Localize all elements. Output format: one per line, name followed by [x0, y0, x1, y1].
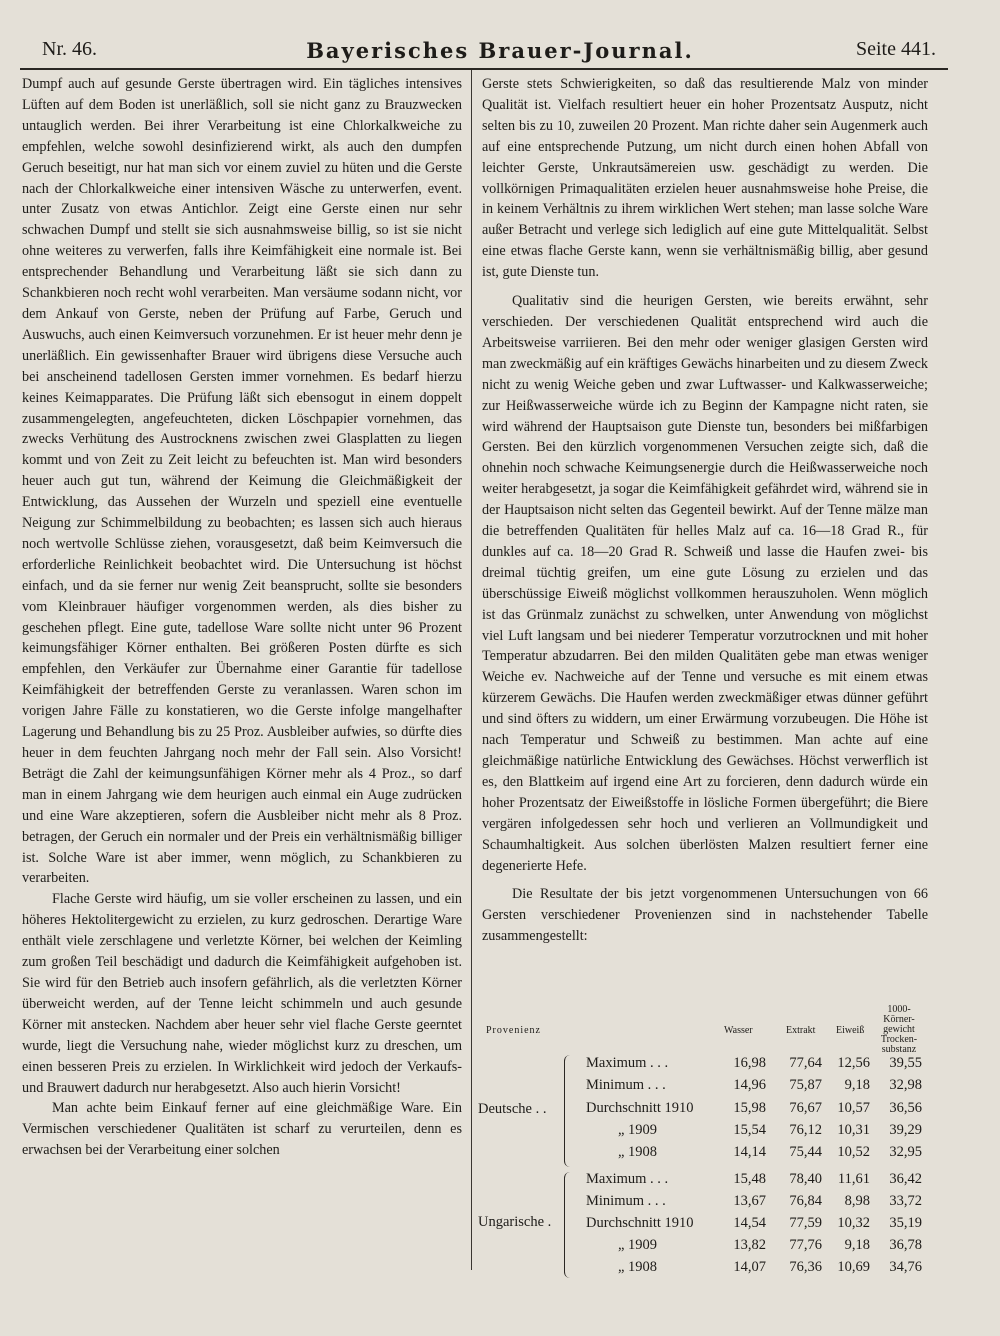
row-label: Minimum . . .	[586, 1077, 666, 1093]
cell-eiweiss: 10,57	[837, 1100, 870, 1116]
cell-korngewicht: 33,72	[889, 1193, 922, 1209]
cell-extrakt: 77,64	[789, 1055, 822, 1071]
table-caption: Die Resultate der bis jetzt vorgenommenen Untersuchungen von 66 Gersten verschiedener Provenienzen sind in nachstehender Tabelle zusammengestellt:	[482, 886, 928, 945]
header-korn-line: gewicht	[883, 1024, 915, 1035]
cell-eiweiss: 12,56	[837, 1055, 870, 1071]
table-row	[478, 1171, 930, 1193]
cell-extrakt: 76,36	[789, 1259, 822, 1275]
cell-extrakt: 77,76	[789, 1237, 822, 1253]
header-korn-line: substanz	[881, 1044, 917, 1055]
header-korn-line: 1000-	[887, 1004, 911, 1015]
cell-extrakt: 76,12	[789, 1122, 822, 1138]
cell-korngewicht: 36,78	[889, 1237, 922, 1253]
cell-eiweiss: 11,61	[837, 1171, 870, 1187]
cell-eiweiss: 10,31	[837, 1122, 870, 1138]
table-row	[478, 1259, 930, 1281]
table-row	[478, 1122, 930, 1144]
header-rule	[20, 68, 948, 70]
cell-korngewicht: 36,56	[889, 1100, 922, 1116]
paragraph: Gerste stets Schwierigkeiten, so daß das resultierende Malz von minder Qualität ist. Vielfach resultiert heuer ein hoher Prozentsatz Ausputz, nicht selten bis zu 10, zuweilen 20 Prozent. Man richte daher sein Augenmerk auch auf eine entsprechende Putzung, um nicht durch einen hohen Abfall von leichter Gerste, Unkrautsämereien usw. geschädigt zu werden. Die vollkörnigen Primaqualitäten erzielen heuer ausnahmsweise hohe Preise, die in keinem Verhältnis zu ihrem wirklichen Wert stehen; man lasse solche Ware außer Betracht und verlege sich lediglich auf eine gute Mittelqualität. Selbst eine etwas flache Gerste kann, wenn sie verhältnismäßig billig, aber gesund ist, gute Dienste tun.	[482, 76, 928, 281]
cell-eiweiss: 10,69	[837, 1259, 870, 1275]
results-table	[478, 1005, 930, 1275]
header-korn-line: Trocken-	[880, 1034, 918, 1045]
cell-extrakt: 76,84	[789, 1193, 822, 1209]
row-label: Durchschnitt 1910	[586, 1100, 694, 1116]
cell-wasser: 15,48	[733, 1171, 766, 1187]
cell-wasser: 13,67	[733, 1193, 766, 1209]
page-header	[0, 38, 1000, 70]
table-row	[478, 1237, 930, 1259]
header-korngewicht	[872, 1005, 926, 1055]
header-wasser: Wasser	[724, 1025, 753, 1036]
cell-wasser: 14,54	[733, 1215, 766, 1231]
paragraph: Man achte beim Einkauf ferner auf eine gleichmäßige Ware. Ein Vermischen verschiedener Qualitäten ist scharf zu verurteilen, denn es erwachsen bei der Verarbeitung einer solchen	[22, 1100, 462, 1159]
page-number: Seite 441.	[856, 38, 936, 60]
cell-eiweiss: 9,18	[844, 1077, 870, 1093]
cell-eiweiss: 10,32	[837, 1215, 870, 1231]
row-label: Minimum . . .	[586, 1193, 666, 1209]
table-row	[478, 1144, 930, 1166]
group-name-ungarische: Ungarische .	[478, 1214, 552, 1230]
cell-extrakt: 76,67	[789, 1100, 822, 1116]
header-eiweiss: Eiweiß	[836, 1025, 865, 1036]
cell-wasser: 13,82	[733, 1237, 766, 1253]
cell-eiweiss: 8,98	[844, 1193, 870, 1209]
header-provenienz: Provenienz	[486, 1025, 541, 1036]
table-row	[478, 1193, 930, 1215]
table-row	[478, 1215, 930, 1237]
cell-extrakt: 75,87	[789, 1077, 822, 1093]
cell-wasser: 15,98	[733, 1100, 766, 1116]
group-name-deutsche: Deutsche . .	[478, 1101, 547, 1117]
row-label: „ 1909	[618, 1237, 658, 1253]
journal-title: Bayerisches Brauer-Journal.	[306, 38, 694, 63]
cell-extrakt: 75,44	[789, 1144, 822, 1160]
table-row	[478, 1055, 930, 1077]
header-extrakt: Extrakt	[786, 1025, 816, 1036]
cell-extrakt: 78,40	[789, 1171, 822, 1187]
issue-number: Nr. 46.	[42, 38, 97, 60]
cell-korngewicht: 32,95	[889, 1144, 922, 1160]
cell-korngewicht: 32,98	[889, 1077, 922, 1093]
cell-wasser: 14,96	[733, 1077, 766, 1093]
cell-korngewicht: 35,19	[889, 1215, 922, 1231]
row-label: „ 1909	[618, 1122, 658, 1138]
paragraph: Flache Gerste wird häufig, um sie voller erscheinen zu lassen, und ein höheres Hektolitergewicht zu erzielen, zu kurz gedroschen. Derartige Ware enthält viele zerschlagene und verletzte Körner, bei welchen der Keimling zum großen Teil beschädigt und dadurch die Keimfähigkeit aufgehoben ist. Sie wird für den Betrieb auch insofern gefährlich, als die verletzten Körner überweicht werden, auf der Tenne leicht schimmeln und auch gesunde Körner mit anstecken. Nachdem aber heuer sehr viel flache Gerste geerntet wurde, liegt die Versuchung nahe, wieder möglichst kurz zu dreschen, um einen besseren Preis zu erzielen. In Wirklichkeit wird jedoch der Verkaufs- und Brauwert dadurch nur herabgesetzt. Also auch hierin Vorsicht!	[22, 891, 462, 1096]
cell-wasser: 15,54	[733, 1122, 766, 1138]
cell-wasser: 14,07	[733, 1259, 766, 1275]
cell-wasser: 16,98	[733, 1055, 766, 1071]
cell-korngewicht: 34,76	[889, 1259, 922, 1275]
left-column	[22, 74, 462, 1161]
column-divider	[471, 70, 472, 1270]
cell-korngewicht: 36,42	[889, 1171, 922, 1187]
cell-korngewicht: 39,29	[889, 1122, 922, 1138]
cell-eiweiss: 9,18	[844, 1237, 870, 1253]
header-korn-line: Körner-	[883, 1014, 915, 1025]
row-label: Maximum . . .	[586, 1171, 669, 1187]
row-label: Maximum . . .	[586, 1055, 669, 1071]
cell-korngewicht: 39,55	[889, 1055, 922, 1071]
right-column	[482, 74, 928, 947]
row-label: Durchschnitt 1910	[586, 1215, 694, 1231]
table-row	[478, 1100, 930, 1122]
paragraph: Qualitativ sind die heurigen Gersten, wie bereits erwähnt, sehr verschieden. Der verschiedenen Qualität entsprechend wird auch die Arbeitsweise varriieren. Bei den mehr oder weniger glasigen Gersten wird man zweckmäßig auf ein kräftiges Gewächs hinarbeiten und zu diesem Zweck nicht zu wenig Weiche geben und zwar Luftwasser- und Kalkwasserweiche; zur Heißwasserweiche würde ich zu Beginn der Kampagne nicht raten, sie wird während der Hauptsaison gute Dienste tun, besonders bei mißfarbigen Gersten. Bei den kürzlich vorgenommenen Versuchen zeigte sich, daß die ohnehin noch schwache Keimungsenergie durch die Heißwasserweiche noch weiter herabgesetzt, ja sogar die Keimfähigkeit gefährdet wird, während sie in der Hauptsaison nicht selten das Gegenteil bewirkt. Auf der Tenne mälze man die betreffenden Qualitäten für helles Malz auf ca. 16—18 Grad R., für dunkles auf ca. 18—20 Grad R. Schweiß und lasse die Haufen zwei- bis dreimal tüchtig greifen, um eine gute Lösung zu erzielen und das überschüssige Eiweiß möglichst vollkommen herauszuholen. Wenn möglich ist das Grünmalz zunächst zu schwelken, unter Anwendung von möglichst viel Luft langsam und bei niederer Temperatur vorzutrocknen und mit hoher Temperatur abzudarren. Bei den milden Qualitäten gebe man etwas weniger Weiche ev. Nachweiche auf der Tenne und versuche es mit einem etwas kürzerem Gewächs. Die Haufen werden zweckmäßiger etwas dünner geführt und sind öfters zu widdern, um einer Erwärmung vorzubeugen. Die Höhe ist nach Temperatur und Schweiß zu bestimmen. Man achte auf eine gleichmäßige natürliche Entwicklung des Gewächses. Höchst verwerflich ist es, den Blattkeim auf irgend eine Art zu forcieren, denn dadurch würde ein hoher Prozentsatz der Eiweißstoffe in lösliche Formen übergeführt; die Biere vergären infolgedessen sehr hoch und verlieren an Vollmundigkeit und Schaumhaltigkeit. Aus solchen überlösten Malzen resultiert ferner eine degenerierte Hefe.	[482, 293, 928, 874]
cell-wasser: 14,14	[733, 1144, 766, 1160]
table-row	[478, 1077, 930, 1099]
paragraph: Dumpf auch auf gesunde Gerste übertragen wird. Ein tägliches intensives Lüften auf dem Boden ist unerläßlich, soll sie nicht ganz zu Brauzwecken untauglich werden. Bei ihrer Verarbeitung ist eine Chlorkalkweiche zu empfehlen, welche sowohl desinfizierend wirkt, als auch den dumpfen Geruch beseitigt, nur hat man sich vor einem zuviel zu hüten und die Gerste nach der Chlorkalkweiche einer intensiven Wäsche zu unterwerfen, event. unter Zusatz von etwas Antichlor. Zeigt eine Gerste einen nur sehr schwachen Dumpf und stellt sie sich ausnahmsweise billig, so ist sie nicht ohne weiteres zu verwerfen, falls ihre Keimfähigkeit eine normale ist. Bei entsprechender Behandlung und Verarbeitung läßt sie sich dann zu Schankbieren noch recht wohl verarbeiten. Man versäume sodann nicht, vor dem Ankauf von Gerste, neben der Prüfung auf Farbe, Geruch und Auswuchs, auch einen Keimversuch vorzunehmen. Er ist heuer mehr denn je unerläßlich. Ein gewissenhafter Brauer wird übrigens diese Versuche auch bei anscheinend tadellosen Gersten immer vornehmen. Es bedarf hierzu keines Keimapparates. Die Prüfung läßt sich ebensogut in einem doppelt zusammengelegten, angefeuchteten, dicken Löschpapier vornehmen, das zwecks Verhütung des Austrocknens zwischen zwei Glasplatten zu liegen kommt und von Zeit zu Zeit leicht zu befeuchten ist. Man wird besonders heuer auch gut tun, während der Keimung die Gleichmäßigkeit der Entwicklung, das Aussehen der Wurzeln und speziell eine eventuelle Neigung zur Schimmelbildung zu beobachten; es lassen sich auch hieraus noch wertvolle Schlüsse ziehen, vorausgesetzt, daß beim Keimversuch die erforderliche Reinlichkeit beobachtet wird. Die Untersuchung ist höchst einfach, und da sie ferner nur wenig Zeit beansprucht, sollte sie besonders vom Kleinbrauer häufiger vorgenommen werden, als dies bisher zu geschehen pflegt. Eine gute, tadellose Ware sollte nicht unter 96 Prozent keimungsfähiger Körner enthalten. Bei größeren Posten dürfte es sich empfehlen, den Verkäufer zur Übernahme einer Garantie für tadellose Keimfähigkeit der betreffenden Gerste zu veranlassen. Waren schon im vorigen Jahre Fälle zu konstatieren, wo die Gerste infolge mangelhafter Lagerung und Behandlung bis zu 25 Proz. Ausbleiber aufwies, so dürfte dies heuer in dem feuchten Jahrgang noch mehr der Fall sein. Also Vorsicht! Beträgt die Zahl der keimungsunfähigen Körner mehr als 4 Proz., so darf man in einem Jahrgang wie dem heurigen auch einmal ein Auge zudrücken und eine Ware akzeptieren, sofern die Ausbleiber nicht mehr als 8 Proz. betragen, der Geruch ein normaler und der Preis ein verhältnismäßig billiger ist. Solche Ware ist aber immer, wenn möglich, zu Schankbieren zu verarbeiten.	[22, 76, 462, 887]
cell-eiweiss: 10,52	[837, 1144, 870, 1160]
row-label: „ 1908	[618, 1259, 658, 1275]
cell-extrakt: 77,59	[789, 1215, 822, 1231]
row-label: „ 1908	[618, 1144, 658, 1160]
